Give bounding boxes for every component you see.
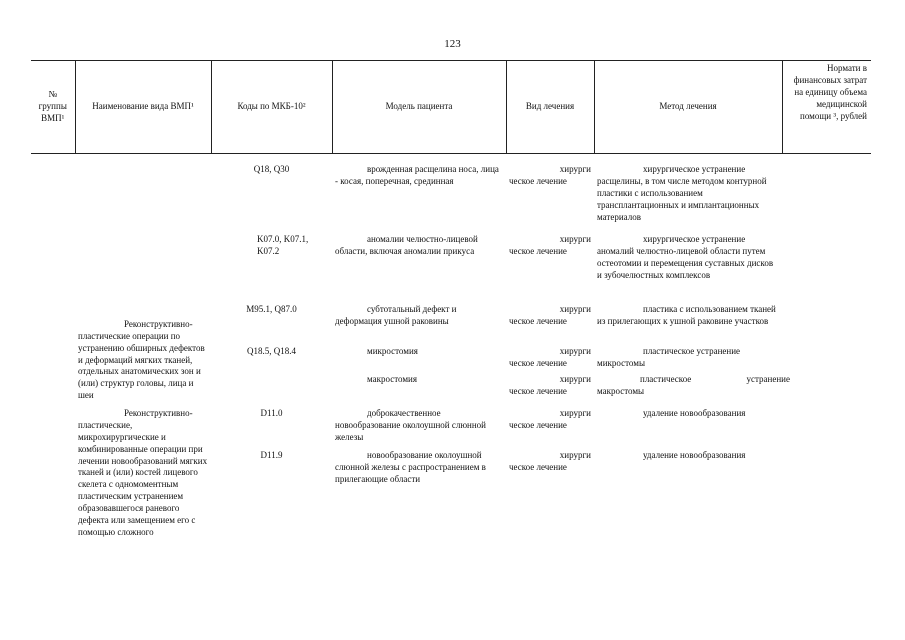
group-name: Реконструктивно-пластические операции по устранению обширных дефектов и деформаций мягких тканей, отдельных анатомических зон и (или) структур головы, лица и шеи bbox=[78, 318, 205, 401]
treatment-type-cell bbox=[506, 234, 594, 304]
icd-code-cell: Q18.5, Q18.4 bbox=[247, 346, 296, 356]
patient-model-cell: новообразование околоушной слюнной железы с распространением в прилегающие области bbox=[335, 450, 486, 484]
treatment-method-cell: хирургическое устранение аномалий челюстно-лицевой области путем остеотомии и перемещения суставных дисков и зубочелюстных комплексов bbox=[597, 234, 774, 280]
treatment-type-line-1: хирурги bbox=[559, 374, 591, 384]
treatment-type-line-1: хирурги bbox=[559, 234, 591, 244]
header-treatment-type: Вид лечения bbox=[506, 61, 594, 154]
treatment-type-line-2: ческое лечение bbox=[509, 245, 567, 256]
treatment-method-cell: пластика с использованием тканей из прилегающих к ушной раковине участков bbox=[597, 304, 776, 326]
treatment-method-cell: удаление новообразования bbox=[643, 408, 746, 418]
header-patient-model: Модель пациента bbox=[332, 61, 506, 154]
header-cost-norm: Нормати в финансовых затрат на единицу объема медицинской помощи ³, рублей bbox=[782, 61, 871, 154]
group-cell bbox=[75, 164, 211, 408]
table-row bbox=[31, 164, 871, 234]
icd-code-cell: Q18, Q30 bbox=[253, 164, 290, 174]
treatment-type-line-1: хирурги bbox=[559, 346, 591, 356]
icd-code-cell: M95.1, Q87.0 bbox=[246, 304, 297, 314]
treatment-type-line-2: ческое лечение bbox=[509, 419, 567, 430]
patient-model-cell: макростомия bbox=[367, 374, 418, 384]
treatment-type-cell bbox=[506, 304, 594, 346]
header-group-no: № группы ВМП¹ bbox=[31, 61, 75, 154]
patient-model-cell: субтотальный дефект и деформация ушной раковины bbox=[335, 304, 457, 326]
treatment-type-cell bbox=[506, 164, 594, 234]
treatment-type-line-1: хирурги bbox=[559, 164, 591, 174]
treatment-type-line-2: ческое лечение bbox=[509, 385, 567, 396]
table-row bbox=[31, 408, 871, 450]
treatment-type-line-2: ческое лечение bbox=[509, 315, 567, 326]
icd-code-cell: K07.0, K07.1, K07.2 bbox=[257, 234, 309, 256]
method-rest: макростомы bbox=[597, 385, 645, 396]
icd-code-cell: D11.0 bbox=[260, 408, 283, 418]
treatment-method-cell: пластическое устранение микростомы bbox=[597, 346, 741, 368]
treatment-type-line-2: ческое лечение bbox=[509, 461, 567, 472]
page-number: 123 bbox=[444, 38, 461, 50]
patient-model-cell: аномалии челюстно-лицевой области, включая аномалии прикуса bbox=[335, 234, 478, 256]
treatment-type-cell bbox=[506, 374, 594, 408]
header-vmp-name: Наименование вида ВМП¹ bbox=[75, 61, 211, 154]
header-icd-codes: Коды по МКБ-10² bbox=[211, 61, 332, 154]
table-header-row bbox=[31, 61, 871, 154]
group-cell bbox=[75, 408, 211, 580]
treatment-type-cell bbox=[506, 346, 594, 374]
icd-code-cell: D11.9 bbox=[260, 450, 283, 460]
treatment-type-line-1: хирурги bbox=[559, 304, 591, 314]
treatment-method-cell bbox=[594, 374, 790, 408]
group-name: Реконструктивно-пластические, микрохирургические и комбинированные операции при лечении новообразований мягких тканей и (или) костей лицевого скелета с одномоментным пластическим устранением образовавшегося раневого дефекта или замещением его с помощью сложного bbox=[78, 408, 208, 537]
method-word-1: пластическое bbox=[640, 374, 692, 384]
patient-model-cell: врожденная расщелина носа, лица - косая, поперечная, срединная bbox=[335, 164, 499, 186]
method-word-2: устранение bbox=[746, 374, 790, 384]
treatment-type-line-2: ческое лечение bbox=[509, 357, 567, 368]
treatment-type-cell bbox=[506, 450, 594, 580]
vmp-table bbox=[31, 60, 871, 580]
treatment-method-cell: хирургическое устранение расщелины, в том числе методом контурной пластики с использованием трансплантационных и имплантационных материалов bbox=[597, 164, 767, 222]
patient-model-cell: доброкачественное новообразование околоушной слюнной железы bbox=[335, 408, 487, 442]
treatment-type-line-1: хирурги bbox=[559, 408, 591, 418]
header-treatment-method: Метод лечения bbox=[594, 61, 782, 154]
patient-model-cell: микростомия bbox=[367, 346, 418, 356]
treatment-type-line-2: ческое лечение bbox=[509, 175, 567, 186]
treatment-type-cell bbox=[506, 408, 594, 450]
icd-code-cell bbox=[211, 374, 332, 408]
treatment-method-cell: удаление новообразования bbox=[643, 450, 746, 460]
treatment-type-line-1: хирурги bbox=[559, 450, 591, 460]
